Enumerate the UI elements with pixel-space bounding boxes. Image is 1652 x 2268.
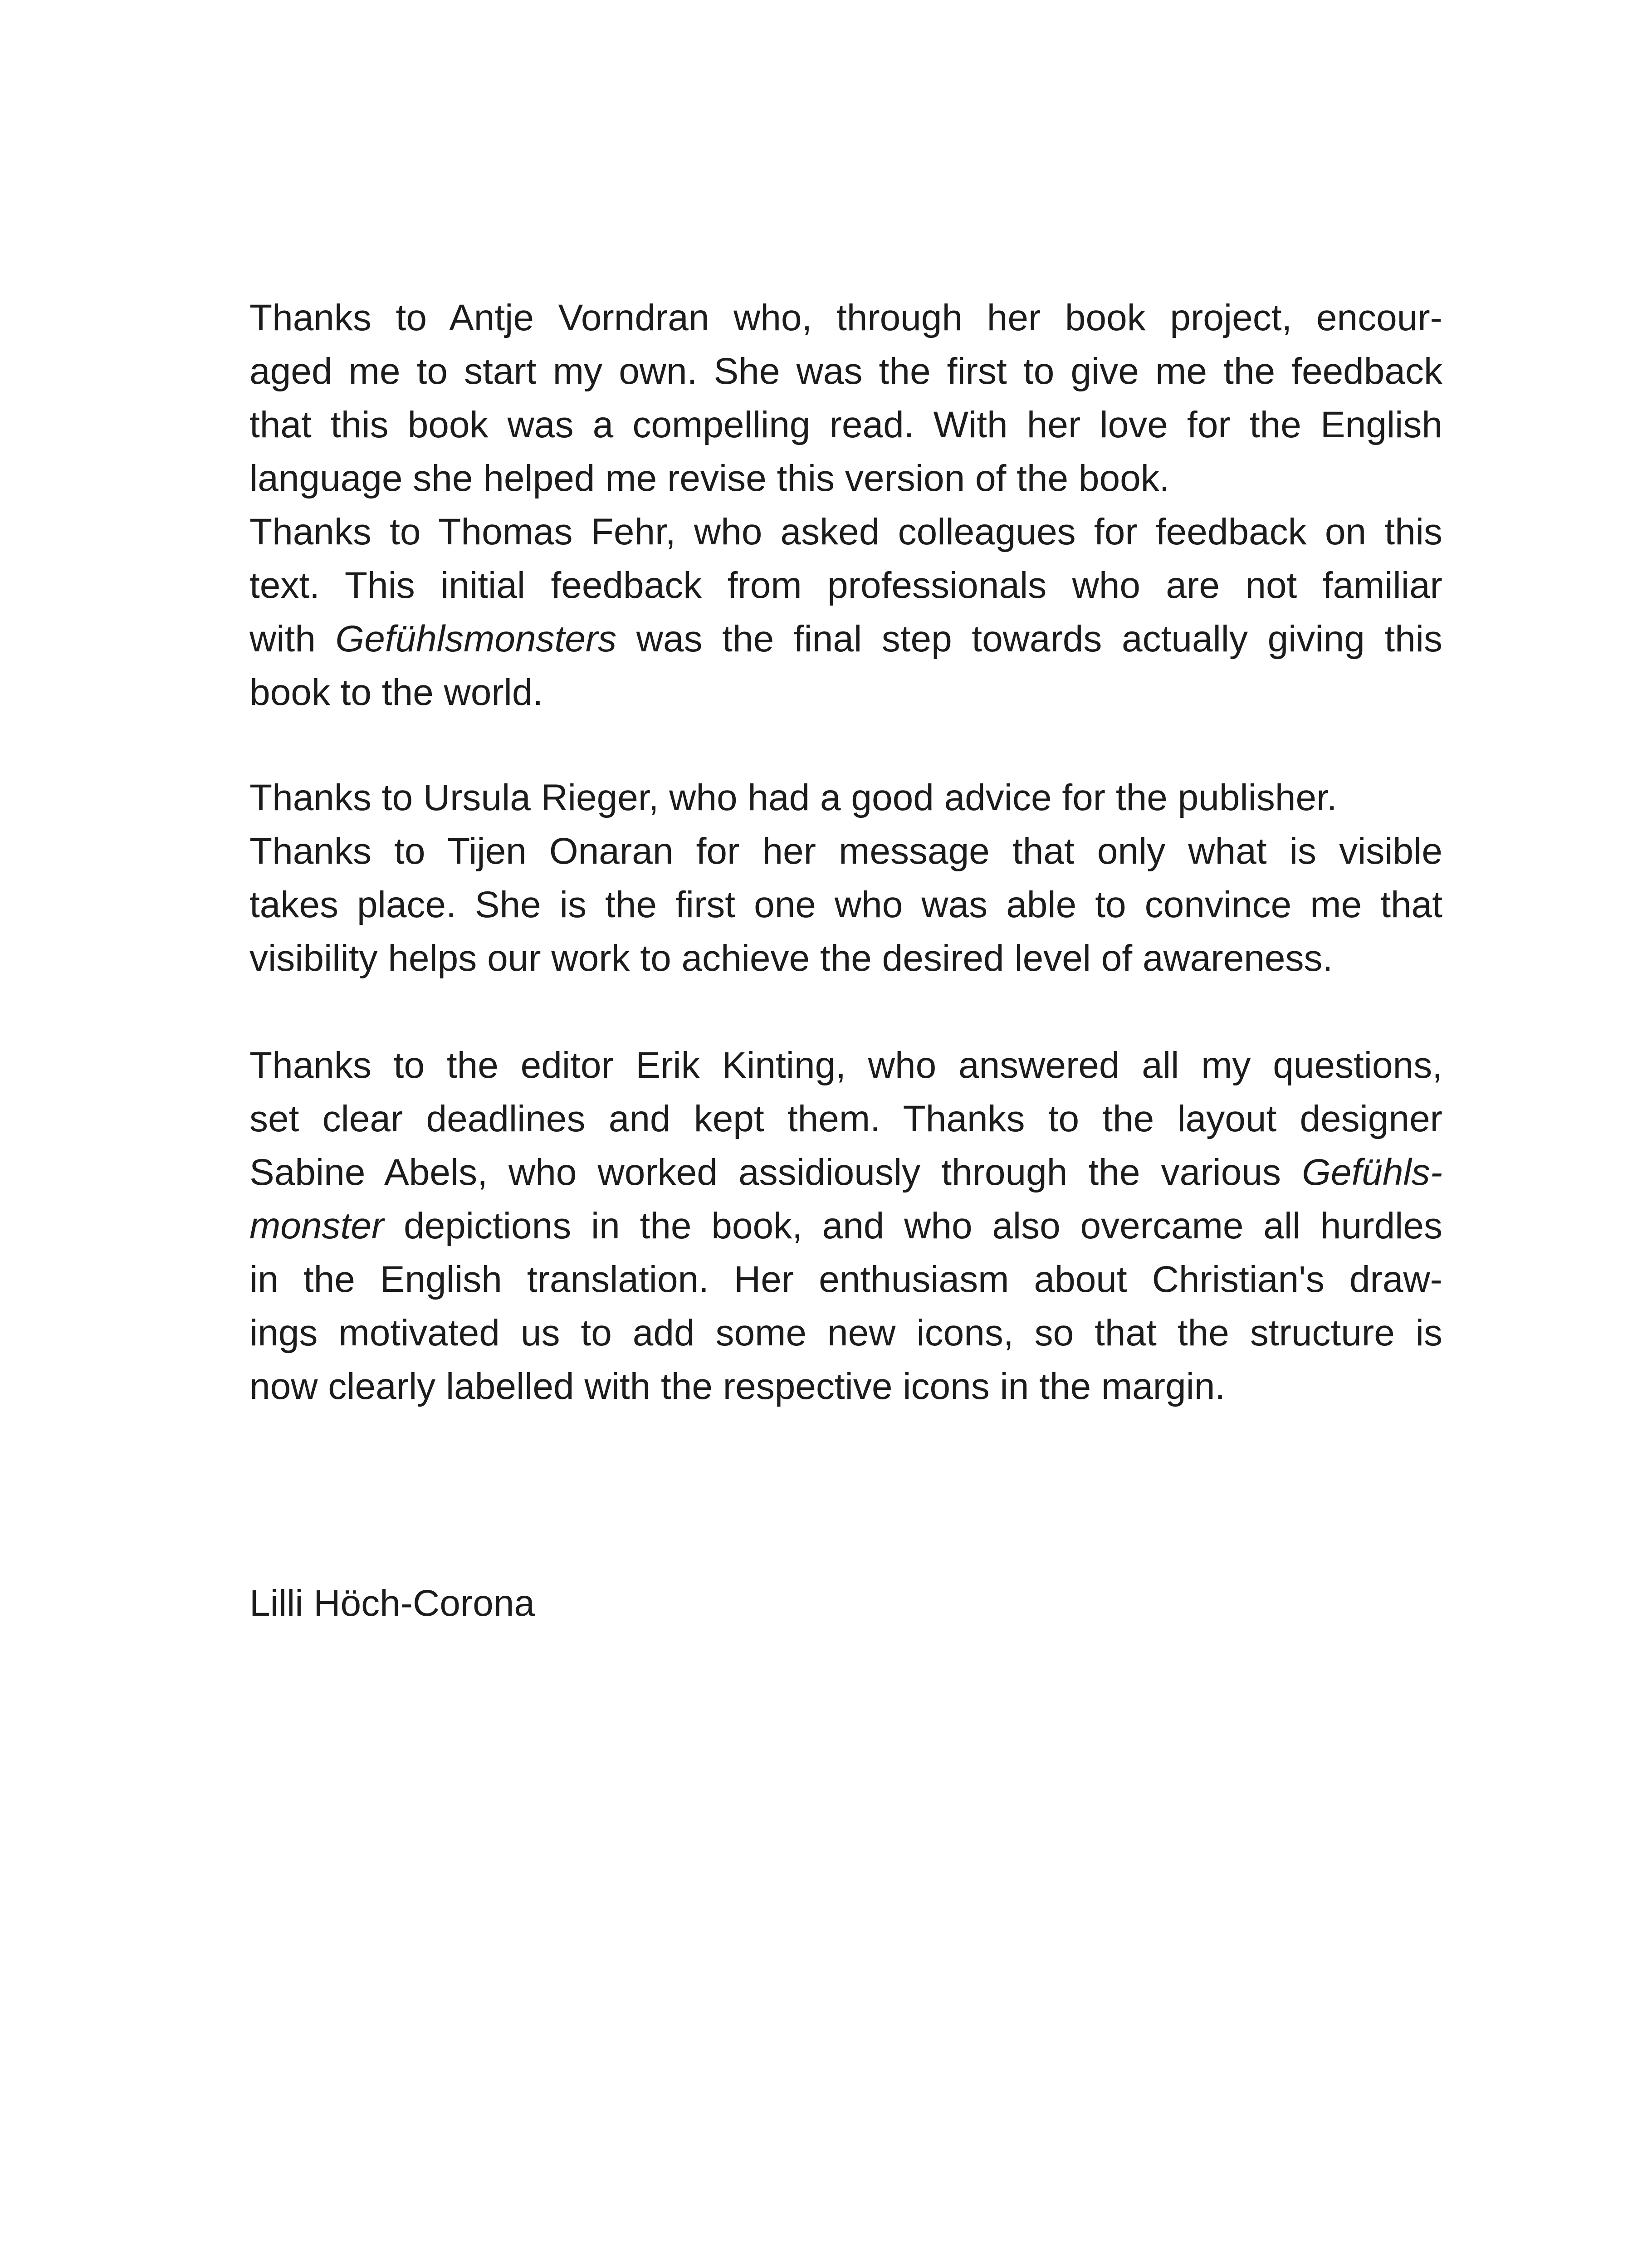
italic-title-gefuehlsmonsters: Gefühlsmonsters	[335, 618, 617, 660]
text-line	[249, 1039, 1442, 1092]
text-line	[249, 1360, 1442, 1413]
acknowledgement-paragraph-3	[249, 1039, 1442, 1413]
text-line	[249, 612, 1442, 666]
text-line	[249, 1092, 1442, 1146]
text-segment: aged me to start my own. She was the first to give me the feedback	[249, 351, 1442, 392]
italic-title-gefuehls: Gefühls-	[1302, 1152, 1442, 1193]
text-segment: in the English translation. Her enthusiasm about Christian's draw-	[249, 1259, 1442, 1300]
text-line	[249, 1253, 1442, 1306]
text-segment: Thanks to Thomas Fehr, who asked colleagues for feedback on this	[249, 511, 1442, 552]
text-line	[249, 505, 1442, 559]
text-segment: text. This initial feedback from professionals who are not familiar	[249, 565, 1442, 606]
text-line	[249, 452, 1442, 505]
text-line	[249, 825, 1442, 878]
text-line	[249, 291, 1442, 345]
text-line	[249, 932, 1442, 985]
text-segment: Thanks to the editor Erik Kinting, who answered all my questions,	[249, 1045, 1442, 1086]
text-segment: Thanks to Ursula Rieger, who had a good advice for the publisher.	[249, 777, 1337, 818]
italic-title-monster: monster	[249, 1205, 384, 1246]
text-line	[249, 666, 1442, 719]
text-segment: was the final step towards actually giving this	[616, 618, 1443, 660]
text-segment: visibility helps our work to achieve the desired level of awareness.	[249, 938, 1333, 979]
text-line	[249, 559, 1442, 612]
author-signature	[249, 1577, 1442, 1630]
text-segment: depictions in the book, and who also overcame all hurdles	[384, 1205, 1442, 1246]
text-line	[249, 771, 1442, 825]
text-line	[249, 398, 1442, 452]
text-line	[249, 1306, 1442, 1360]
text-segment: with	[249, 618, 336, 660]
text-line	[249, 1146, 1442, 1199]
acknowledgement-paragraph-1	[249, 291, 1442, 719]
text-segment: ings motivated us to add some new icons, so that the structure is	[249, 1312, 1442, 1354]
text-segment: now clearly labelled with the respective icons in the margin.	[249, 1366, 1226, 1407]
text-line	[249, 1199, 1442, 1253]
text-line	[249, 345, 1442, 398]
acknowledgement-paragraph-2	[249, 771, 1442, 985]
text-segment: language she helped me revise this version of the book.	[249, 458, 1170, 499]
text-segment: Thanks to Antje Vorndran who, through her book project, encour-	[249, 297, 1442, 338]
text-segment: Thanks to Tijen Onaran for her message that only what is visible	[249, 831, 1442, 872]
signature-name: Lilli Höch-Corona	[249, 1583, 535, 1624]
text-segment: book to the world.	[249, 672, 543, 713]
text-segment: Sabine Abels, who worked assidiously through the various	[249, 1152, 1302, 1193]
text-line	[249, 878, 1442, 932]
text-segment: set clear deadlines and kept them. Thanks to the layout designer	[249, 1098, 1442, 1139]
text-segment: takes place. She is the first one who was able to convince me that	[249, 884, 1442, 925]
text-segment: that this book was a compelling read. With her love for the English	[249, 404, 1442, 445]
